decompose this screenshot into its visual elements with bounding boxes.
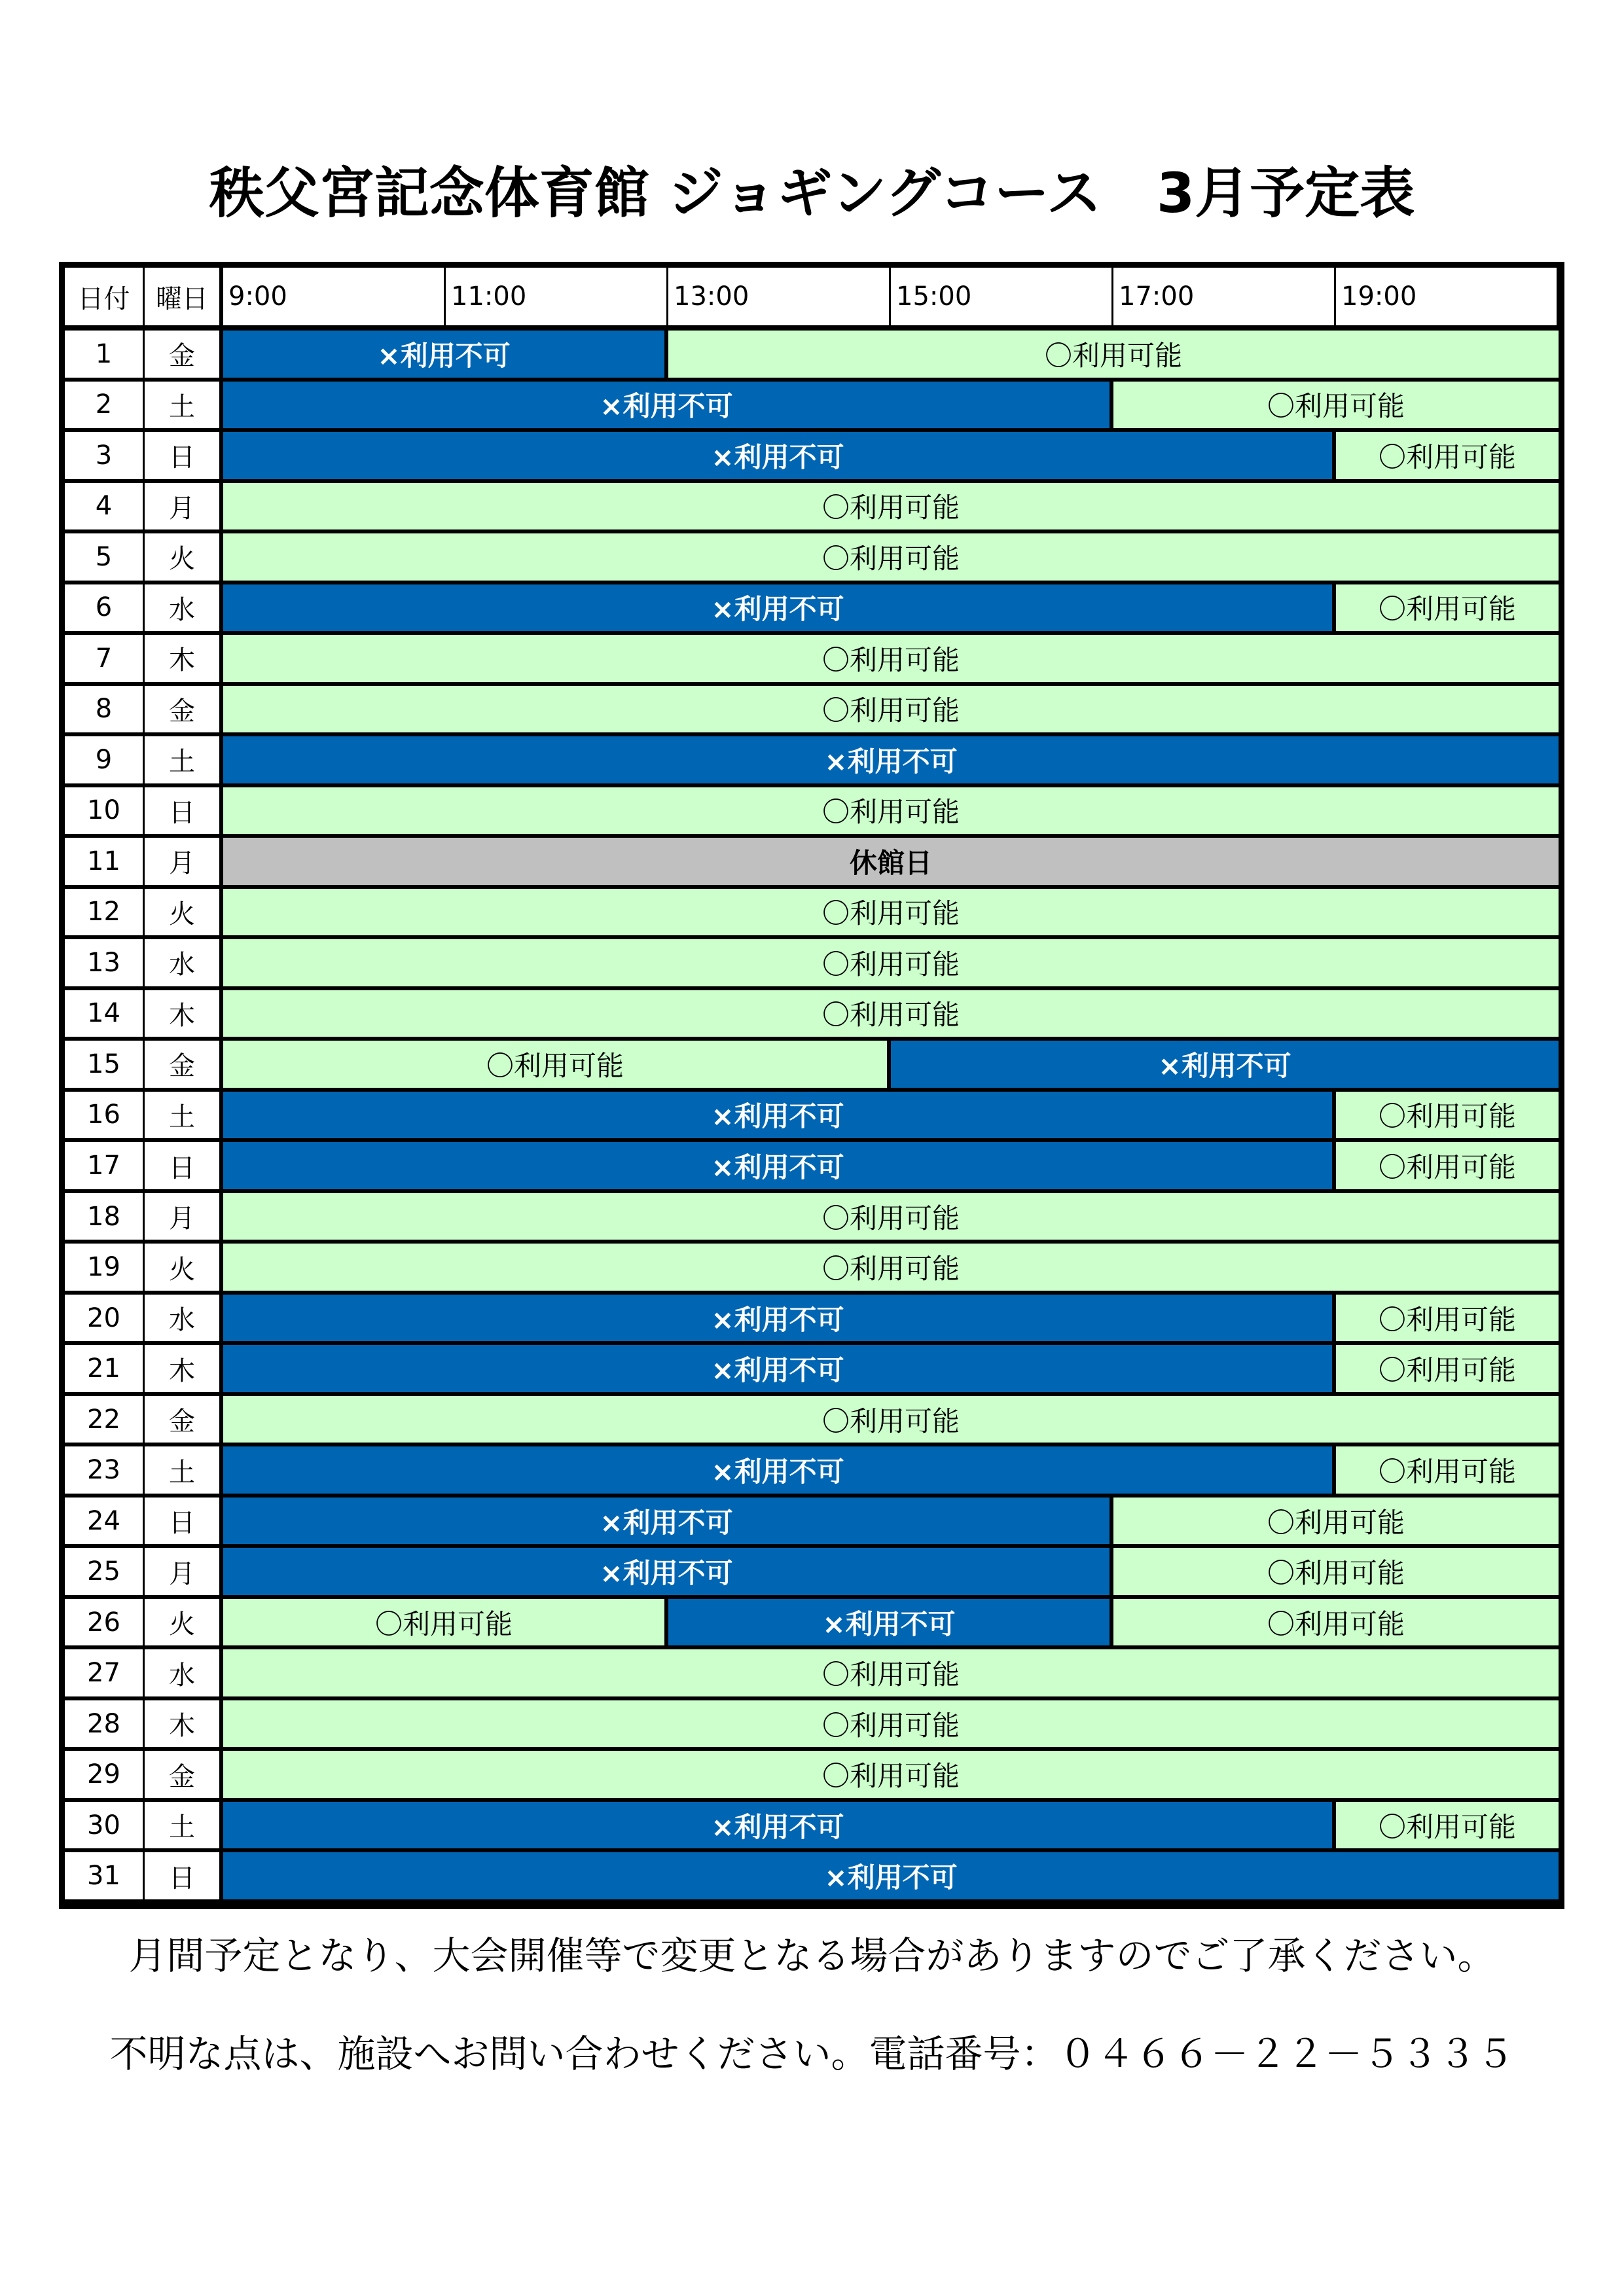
- available-slot: 〇利用可能: [1336, 1092, 1559, 1139]
- date-cell: 14: [65, 990, 143, 1037]
- available-slot: 〇利用可能: [668, 331, 1559, 378]
- unavailable-slot: ×利用不可: [223, 1802, 1332, 1849]
- unavailable-slot: ×利用不可: [223, 1548, 1110, 1595]
- unavailable-slot: ×利用不可: [223, 382, 1110, 429]
- available-slot: 〇利用可能: [223, 1599, 664, 1646]
- unavailable-slot: ×利用不可: [223, 1142, 1332, 1189]
- weekday-header: 曜日: [145, 268, 219, 325]
- weekday-cell: 金: [145, 331, 219, 378]
- unavailable-slot: ×利用不可: [223, 331, 664, 378]
- weekday-cell: 日: [145, 787, 219, 834]
- weekday-cell: 月: [145, 1193, 219, 1240]
- available-slot: 〇利用可能: [1113, 1599, 1559, 1646]
- date-cell: 6: [65, 584, 143, 632]
- available-slot: 〇利用可能: [1336, 1446, 1559, 1494]
- time-header: 13:00: [666, 268, 889, 325]
- weekday-cell: 金: [145, 1751, 219, 1798]
- unavailable-slot: ×利用不可: [223, 1446, 1332, 1494]
- schedule-table: [59, 262, 1564, 1909]
- date-cell: 21: [65, 1345, 143, 1392]
- available-slot: 〇利用可能: [1336, 432, 1559, 479]
- available-slot: 〇利用可能: [1336, 584, 1559, 632]
- available-slot: 〇利用可能: [1336, 1295, 1559, 1342]
- unavailable-slot: ×利用不可: [223, 1498, 1110, 1545]
- weekday-cell: 日: [145, 1498, 219, 1545]
- unavailable-slot: ×利用不可: [223, 1295, 1332, 1342]
- date-cell: 9: [65, 736, 143, 783]
- weekday-cell: 火: [145, 533, 219, 581]
- available-slot: 〇利用可能: [1336, 1802, 1559, 1849]
- weekday-cell: 月: [145, 1548, 219, 1595]
- available-slot: 〇利用可能: [223, 1041, 887, 1088]
- date-cell: 3: [65, 432, 143, 479]
- weekday-cell: 火: [145, 889, 219, 936]
- available-slot: 〇利用可能: [223, 1700, 1559, 1748]
- weekday-cell: 木: [145, 990, 219, 1037]
- date-cell: 2: [65, 382, 143, 429]
- date-cell: 18: [65, 1193, 143, 1240]
- unavailable-slot: ×利用不可: [891, 1041, 1559, 1088]
- weekday-cell: 日: [145, 1852, 219, 1899]
- date-cell: 8: [65, 686, 143, 733]
- weekday-cell: 金: [145, 686, 219, 733]
- weekday-cell: 火: [145, 1244, 219, 1291]
- available-slot: 〇利用可能: [223, 635, 1559, 682]
- available-slot: 〇利用可能: [1113, 1548, 1559, 1595]
- available-slot: 〇利用可能: [223, 686, 1559, 733]
- date-cell: 28: [65, 1700, 143, 1748]
- date-cell: 27: [65, 1649, 143, 1696]
- weekday-cell: 木: [145, 635, 219, 682]
- date-cell: 5: [65, 533, 143, 581]
- unavailable-slot: ×利用不可: [668, 1599, 1110, 1646]
- weekday-cell: 火: [145, 1599, 219, 1646]
- available-slot: 〇利用可能: [1113, 382, 1559, 429]
- unavailable-slot: ×利用不可: [223, 584, 1332, 632]
- unavailable-slot: ×利用不可: [223, 1345, 1332, 1392]
- schedule-note: 月間予定となり、大会開催等で変更となる場合がありますのでご了承ください。: [128, 1933, 1496, 1978]
- available-slot: 〇利用可能: [1336, 1345, 1559, 1392]
- weekday-cell: 日: [145, 432, 219, 479]
- date-cell: 16: [65, 1092, 143, 1139]
- weekday-cell: 月: [145, 483, 219, 530]
- weekday-cell: 土: [145, 1446, 219, 1494]
- date-cell: 12: [65, 889, 143, 936]
- date-cell: 19: [65, 1244, 143, 1291]
- unavailable-slot: ×利用不可: [223, 432, 1332, 479]
- date-cell: 17: [65, 1142, 143, 1189]
- available-slot: 〇利用可能: [223, 939, 1559, 986]
- date-cell: 1: [65, 331, 143, 378]
- weekday-cell: 土: [145, 1802, 219, 1849]
- contact-note: 不明な点は、施設へお問い合わせください。電話番号：０４６６－２２－５３３５: [109, 2032, 1515, 2076]
- time-header: 9:00: [221, 268, 446, 325]
- weekday-cell: 木: [145, 1345, 219, 1392]
- available-slot: 〇利用可能: [1113, 1498, 1559, 1545]
- date-cell: 22: [65, 1396, 143, 1443]
- available-slot: 〇利用可能: [223, 990, 1559, 1037]
- weekday-cell: 土: [145, 1092, 219, 1139]
- available-slot: 〇利用可能: [223, 787, 1559, 834]
- page-title: 秩父宮記念体育館 ジョギングコース 3月予定表: [209, 161, 1415, 225]
- unavailable-slot: ×利用不可: [223, 736, 1559, 783]
- weekday-cell: 水: [145, 939, 219, 986]
- available-slot: 〇利用可能: [223, 889, 1559, 936]
- weekday-cell: 金: [145, 1396, 219, 1443]
- unavailable-slot: ×利用不可: [223, 1852, 1559, 1899]
- date-cell: 25: [65, 1548, 143, 1595]
- time-header: 15:00: [889, 268, 1111, 325]
- available-slot: 〇利用可能: [223, 1649, 1559, 1696]
- available-slot: 〇利用可能: [223, 483, 1559, 530]
- date-cell: 15: [65, 1041, 143, 1088]
- date-cell: 10: [65, 787, 143, 834]
- weekday-cell: 木: [145, 1700, 219, 1748]
- weekday-cell: 水: [145, 584, 219, 632]
- date-cell: 7: [65, 635, 143, 682]
- available-slot: 〇利用可能: [223, 1244, 1559, 1291]
- date-cell: 11: [65, 838, 143, 885]
- unavailable-slot: ×利用不可: [223, 1092, 1332, 1139]
- weekday-cell: 金: [145, 1041, 219, 1088]
- weekday-cell: 水: [145, 1295, 219, 1342]
- date-cell: 4: [65, 483, 143, 530]
- date-cell: 23: [65, 1446, 143, 1494]
- available-slot: 〇利用可能: [223, 1396, 1559, 1443]
- time-header: 17:00: [1111, 268, 1334, 325]
- weekday-cell: 土: [145, 736, 219, 783]
- date-cell: 29: [65, 1751, 143, 1798]
- date-cell: 31: [65, 1852, 143, 1899]
- date-cell: 20: [65, 1295, 143, 1342]
- weekday-cell: 水: [145, 1649, 219, 1696]
- closed-slot: 休館日: [223, 838, 1559, 885]
- date-cell: 26: [65, 1599, 143, 1646]
- weekday-cell: 日: [145, 1142, 219, 1189]
- date-cell: 13: [65, 939, 143, 986]
- available-slot: 〇利用可能: [223, 1751, 1559, 1798]
- available-slot: 〇利用可能: [223, 1193, 1559, 1240]
- date-cell: 24: [65, 1498, 143, 1545]
- time-header: 11:00: [444, 268, 666, 325]
- weekday-cell: 月: [145, 838, 219, 885]
- available-slot: 〇利用可能: [223, 533, 1559, 581]
- date-cell: 30: [65, 1802, 143, 1849]
- time-header: 19:00: [1334, 268, 1557, 325]
- available-slot: 〇利用可能: [1336, 1142, 1559, 1189]
- date-header: 日付: [65, 268, 143, 325]
- weekday-cell: 土: [145, 382, 219, 429]
